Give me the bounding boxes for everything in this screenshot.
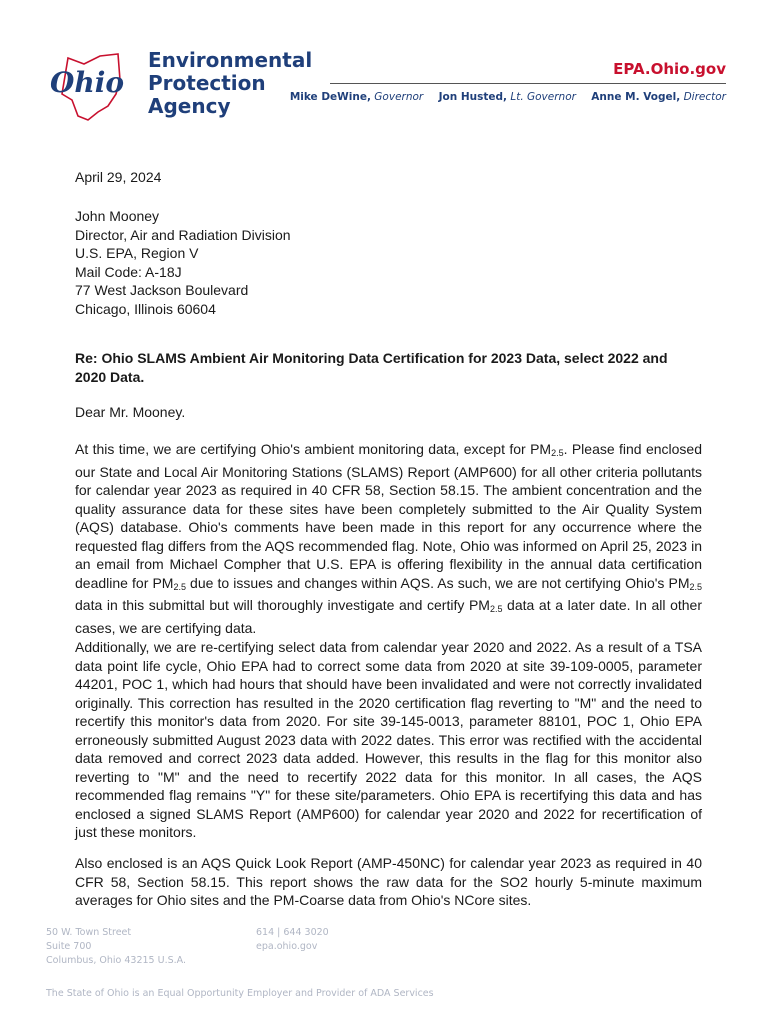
subject-line: Re: Ohio SLAMS Ambient Air Monitoring Data Certification for 2023 Data, select 2022 and 2020 Data. [75, 350, 668, 385]
footer-contact: 614 | 644 3020 epa.ohio.gov [256, 927, 329, 952]
letter-date: April 29, 2024 [75, 169, 162, 185]
footer-address: 50 W. Town Street Suite 700 Columbus, Ohio 43215 U.S.A. [46, 927, 186, 966]
official-lt-governor: Jon Husted, Lt. Governor [438, 91, 576, 103]
footer-tagline: The State of Ohio is an Equal Opportunity Employer and Provider of ADA Services [46, 988, 434, 999]
salutation: Dear Mr. Mooney. [75, 404, 186, 420]
header-divider [330, 83, 726, 84]
official-governor: Mike DeWine, Governor [289, 91, 424, 103]
official-director: Anne M. Vogel, Director [591, 91, 726, 103]
website-link[interactable]: EPA.Ohio.gov [613, 60, 726, 78]
paragraph-2: Additionally, we are re-certifying select data from calendar year 2020 and 2022. As a result of a TSA data point life cycle, Ohio EPA had to correct some data from 2020 at site 39-109-0005, parameter 44201, POC 1, which had hours that should have been invalidated and were not correctly invalidated originally. This correction has resulted in the 2020 certification flag reverting to "M" and the need to recertify this monitor's data from 2020. For site 39-145-0013, parameter 88101, POC 1, Ohio EPA erroneously submitted August 2023 data with 2022 dates. This error was rectified with the accidental data removed and correct 2023 data added. However, this results in the flag for this monitor also reverting to "M" and the need to recertify 2022 data for this monitor. In all cases, the AQS recommended flag remains "Y" for these site/parameters. Ohio EPA is recertifying this data and has enclosed a signed SLAMS Report (AMP600) for calendar year 2020 and 2022 for recertification of just these monitors. [75, 639, 702, 840]
recipient-address: John Mooney Director, Air and Radiation Division U.S. EPA, Region V Mail Code: A-18J 77 West Jackson Boulevard Chicago, Illinois 60604 [75, 208, 291, 317]
logo-text: Ohio [50, 66, 125, 99]
agency-name: Environmental Protection Agency [148, 48, 313, 118]
ohio-epa-logo [48, 50, 138, 122]
paragraph-3: Also enclosed is an AQS Quick Look Report (AMP-450NC) for calendar year 2023 as required in 40 CFR 58, Section 58.15. This report shows the raw data for the SO2 hourly 5-minute maximum averages for Ohio sites and the PM-Coarse data from Ohio's NCore sites. [75, 855, 702, 908]
officials-line [278, 91, 726, 103]
paragraph-1: At this time, we are certifying Ohio's ambient monitoring data, except for $PM_{2.5}$. Please find enclosed our State and Local Air Monitoring Stations (SLAMS) Report (AMP600) for all other criteria pollutants for calendar year 2023 as required in 40 CFR 58, Section 58.15. The ambient concentration and the quality assurance data for these sites have been completely submitted to the Air Quality System (AQS) database. Ohio's comments have been made in this report for any occurrence where the requested flag differs from the AQS recommended flag. Note, Ohio was informed on April 25, 2023 in an email from Michael Compher that U.S. EPA is offering flexibility in the annual data certification deadline for $PM_{2.5}$ due to issues and changes within AQS. As such, we are not certifying Ohio's $PM_{2.5}$ data in this submittal but will thoroughly investigate and certify $PM_{2.5}$ data at a later date. In all other cases, we are certifying data. [75, 441, 702, 636]
